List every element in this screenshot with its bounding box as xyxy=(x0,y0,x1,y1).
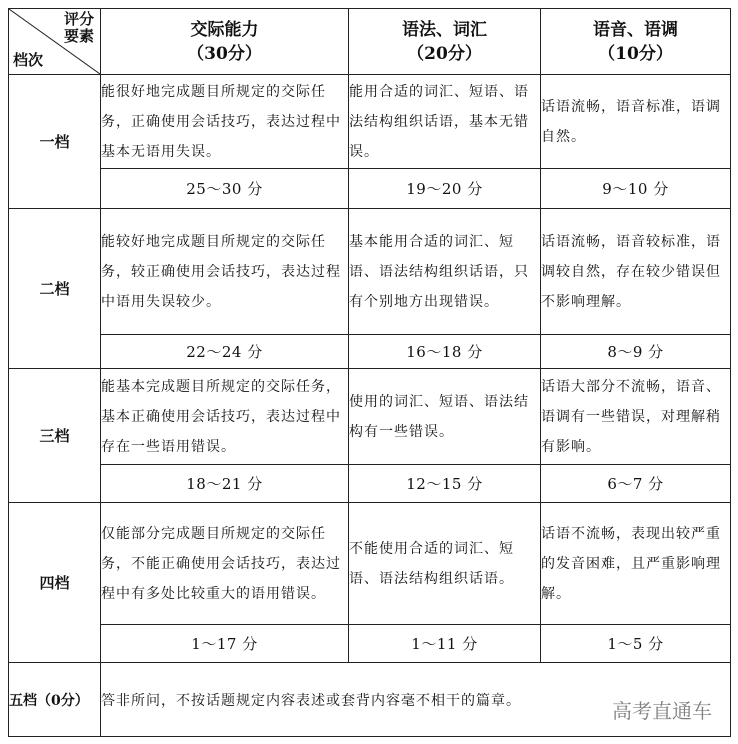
header-grammar xyxy=(349,9,541,75)
level-score: 8～9 分 xyxy=(541,335,731,369)
level-5-desc: 答非所问，不按话题规定内容表述或套背内容毫不相干的篇章。 xyxy=(101,663,731,737)
level-desc-grammar: 使用的词汇、短语、语法结构有一些错误。 xyxy=(349,369,541,465)
level-score: 18～21 分 xyxy=(101,465,349,503)
level-score: 1～5 分 xyxy=(541,625,731,663)
header-row xyxy=(9,9,731,75)
corner-bottom-label: 档次 xyxy=(13,51,44,69)
watermark: 高考直通车 xyxy=(612,699,712,723)
level-1-desc-row xyxy=(9,75,731,169)
level-4-score-row xyxy=(9,625,731,663)
corner-top-line2: 要素 xyxy=(63,27,94,45)
level-score: 1～17 分 xyxy=(101,625,349,663)
level-score: 6～7 分 xyxy=(541,465,731,503)
corner-top-line1: 评分 xyxy=(63,10,94,28)
level-2-score-row xyxy=(9,335,731,369)
level-score: 19～20 分 xyxy=(349,169,541,209)
header-title: 交际能力 xyxy=(190,19,259,40)
level-desc-pronunciation: 话语大部分不流畅，语音、语调有一些错误，对理解稍有影响。 xyxy=(541,369,731,465)
level-desc-grammar: 能用合适的词汇、短语、语法结构组织话语，基本无错误。 xyxy=(349,75,541,169)
level-label: 一档 xyxy=(9,75,101,209)
level-2-desc-row xyxy=(9,209,731,335)
level-3-desc-row xyxy=(9,369,731,465)
level-desc-pronunciation: 话语不流畅，表现出较严重的发音困难，且严重影响理解。 xyxy=(541,503,731,625)
level-desc-pronunciation: 话语流畅，语音较标准，语调较自然，存在较少错误但不影响理解。 xyxy=(541,209,731,335)
header-points: （30分） xyxy=(187,43,262,64)
level-label: 三档 xyxy=(9,369,101,503)
level-3-score-row xyxy=(9,465,731,503)
scoring-rubric-table xyxy=(8,8,731,737)
header-title: 语音、语调 xyxy=(593,19,678,40)
level-score: 22～24 分 xyxy=(101,335,349,369)
level-label: 四档 xyxy=(9,503,101,663)
level-score: 25～30 分 xyxy=(101,169,349,209)
level-score: 12～15 分 xyxy=(349,465,541,503)
level-desc-grammar: 不能使用合适的词汇、短语、语法结构组织话语。 xyxy=(349,503,541,625)
header-corner-cell xyxy=(9,9,101,75)
level-4-desc-row xyxy=(9,503,731,625)
header-communication xyxy=(101,9,349,75)
level-desc-communication: 能基本完成题目所规定的交际任务，基本正确使用会话技巧，表达过程中存在一些语用错误。 xyxy=(101,369,349,465)
level-score: 16～18 分 xyxy=(349,335,541,369)
level-desc-communication: 仅能部分完成题目所规定的交际任务，不能正确使用会话技巧，表达过程中有多处比较重大的语用错误。 xyxy=(101,503,349,625)
corner-top-label xyxy=(64,11,94,45)
level-desc-communication: 能较好地完成题目所规定的交际任务，较正确使用会话技巧，表达过程中语用失误较少。 xyxy=(101,209,349,335)
level-1-score-row xyxy=(9,169,731,209)
header-points: （10分） xyxy=(598,43,673,64)
level-score: 9～10 分 xyxy=(541,169,731,209)
level-desc-pronunciation: 话语流畅，语音标准，语调自然。 xyxy=(541,75,731,169)
level-label: 二档 xyxy=(9,209,101,369)
header-title: 语法、词汇 xyxy=(402,19,487,40)
level-label: 五档（0分） xyxy=(9,663,101,737)
level-score: 1～11 分 xyxy=(349,625,541,663)
header-pronunciation xyxy=(541,9,731,75)
level-desc-grammar: 基本能用合适的词汇、短语、语法结构组织话语，只有个别地方出现错误。 xyxy=(349,209,541,335)
header-points: （20分） xyxy=(407,43,482,64)
level-desc-communication: 能很好地完成题目所规定的交际任务，正确使用会话技巧，表达过程中基本无语用失误。 xyxy=(101,75,349,169)
